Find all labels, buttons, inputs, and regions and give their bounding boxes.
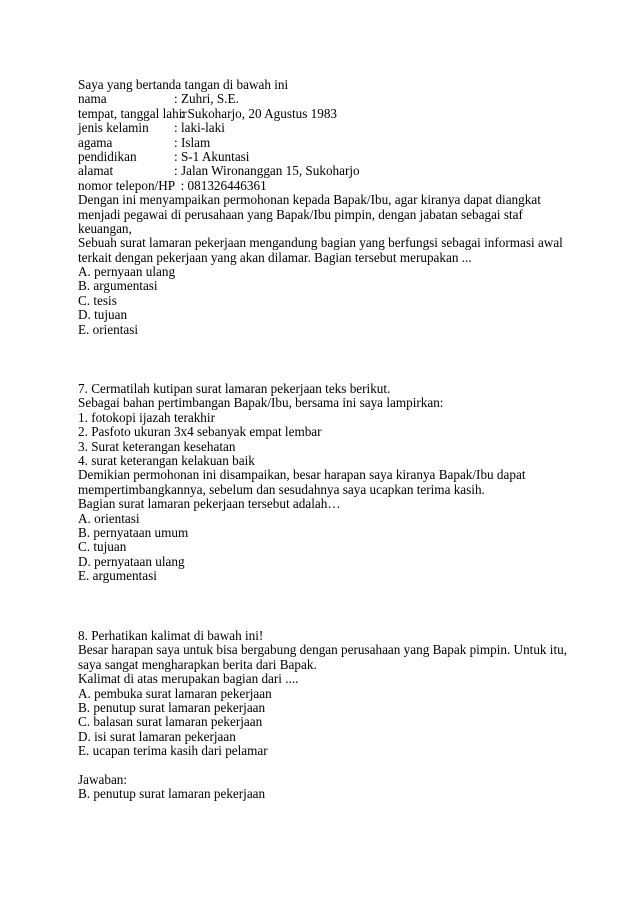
- question-title: 8. Perhatikan kalimat di bawah ini!: [78, 628, 264, 643]
- answer-option: B. pernyataan umum: [78, 524, 189, 540]
- field-value: : 081326446361: [174, 177, 267, 193]
- answer-option: C. balasan surat lamaran pekerjaan: [78, 714, 263, 730]
- answer-option: C. tesis: [78, 292, 117, 308]
- question-6-block: [78, 78, 578, 337]
- field-value: : Islam: [174, 134, 211, 150]
- answer-text: B. penutup surat lamaran pekerjaan: [78, 786, 266, 802]
- field-label: agama: [78, 134, 113, 150]
- field-label: nama: [78, 91, 107, 107]
- field-row: [78, 92, 578, 106]
- question-text: Demikian permohonan ini disampaikan, besar harapan saya kiranya Bapak/Ibu dapat: [78, 467, 526, 483]
- field-row: [78, 136, 578, 150]
- question-title: 7. Cermatilah kutipan surat lamaran pekerjaan teks berikut.: [78, 381, 391, 396]
- field-label: jenis kelamin: [78, 120, 149, 136]
- answer-option: B. argumentasi: [78, 278, 158, 294]
- field-label: nomor telepon/HP: [78, 177, 176, 193]
- answer-option: D. tujuan: [78, 307, 128, 323]
- field-label: alamat: [78, 163, 114, 179]
- field-row: [78, 107, 578, 121]
- field-value: : Jalan Wironanggan 15, Sukoharjo: [174, 163, 360, 179]
- answer-option: E. ucapan terima kasih dari pelamar: [78, 743, 268, 759]
- field-row: [78, 121, 578, 135]
- letter-body-line: Dengan ini menyampaikan permohonan kepada Bapak/Ibu, agar kiranya dapat diangkat: [78, 192, 541, 208]
- question-7-block: [78, 382, 578, 583]
- letter-body-line: menjadi pegawai di perusahaan yang Bapak/Ibu pimpin, dengan jabatan sebagai staf: [78, 206, 523, 222]
- list-item: 2. Pasfoto ukuran 3x4 sebanyak empat lembar: [78, 424, 322, 440]
- answer-option: A. pernyaan ulang: [78, 264, 176, 280]
- letter-intro: Saya yang bertanda tangan di bawah ini: [78, 77, 289, 92]
- answer-option: E. orientasi: [78, 321, 139, 337]
- field-value: : Zuhri, S.E.: [174, 91, 239, 107]
- field-row: [78, 150, 578, 164]
- answer-label: Jawaban:: [78, 771, 128, 787]
- question-text: Bagian surat lamaran pekerjaan tersebut adalah…: [78, 496, 341, 512]
- list-item: 3. Surat keterangan kesehatan: [78, 438, 236, 454]
- field-row: [78, 179, 578, 193]
- field-label: pendidikan: [78, 148, 137, 164]
- letter-body-line: keuangan,: [78, 220, 132, 236]
- answer-option: A. orientasi: [78, 510, 140, 526]
- question-text: mempertimbangkannya, sebelum dan sesudahnya saya ucapkan terima kasih.: [78, 481, 485, 497]
- field-value: : laki-laki: [174, 120, 225, 136]
- answer-option: A. pembuka surat lamaran pekerjaan: [78, 685, 272, 701]
- field-value: : Sukoharjo, 20 Agustus 1983: [174, 105, 338, 121]
- field-label: tempat, tanggal lahir: [78, 105, 187, 121]
- field-value: : S-1 Akuntasi: [174, 148, 250, 164]
- question-text: Kalimat di atas merupakan bagian dari ....: [78, 671, 299, 687]
- spacer: [78, 759, 578, 773]
- question-text: saya sangat mengharapkan berita dari Bapak.: [78, 656, 317, 672]
- answer-option: B. penutup surat lamaran pekerjaan: [78, 699, 266, 715]
- answer-option: D. pernyataan ulang: [78, 553, 185, 569]
- question-8-block: [78, 629, 578, 802]
- answer-option: C. tujuan: [78, 539, 127, 555]
- question-text: terkait dengan pekerjaan yang akan dilamar. Bagian tersebut merupakan ...: [78, 249, 472, 265]
- answer-option: D. isi surat lamaran pekerjaan: [78, 728, 236, 744]
- question-text: Sebagai bahan pertimbangan Bapak/Ibu, bersama ini saya lampirkan:: [78, 395, 444, 411]
- list-item: 1. fotokopi ijazah terakhir: [78, 409, 215, 425]
- question-text: Besar harapan saya untuk bisa bergabung dengan perusahaan yang Bapak pimpin. Untuk itu,: [78, 642, 568, 658]
- field-row: [78, 164, 578, 178]
- list-item: 4. surat keterangan kelakuan baik: [78, 452, 255, 468]
- question-text: Sebuah surat lamaran pekerjaan mengandung bagian yang berfungsi sebagai informasi awal: [78, 235, 563, 251]
- answer-option: E. argumentasi: [78, 568, 157, 584]
